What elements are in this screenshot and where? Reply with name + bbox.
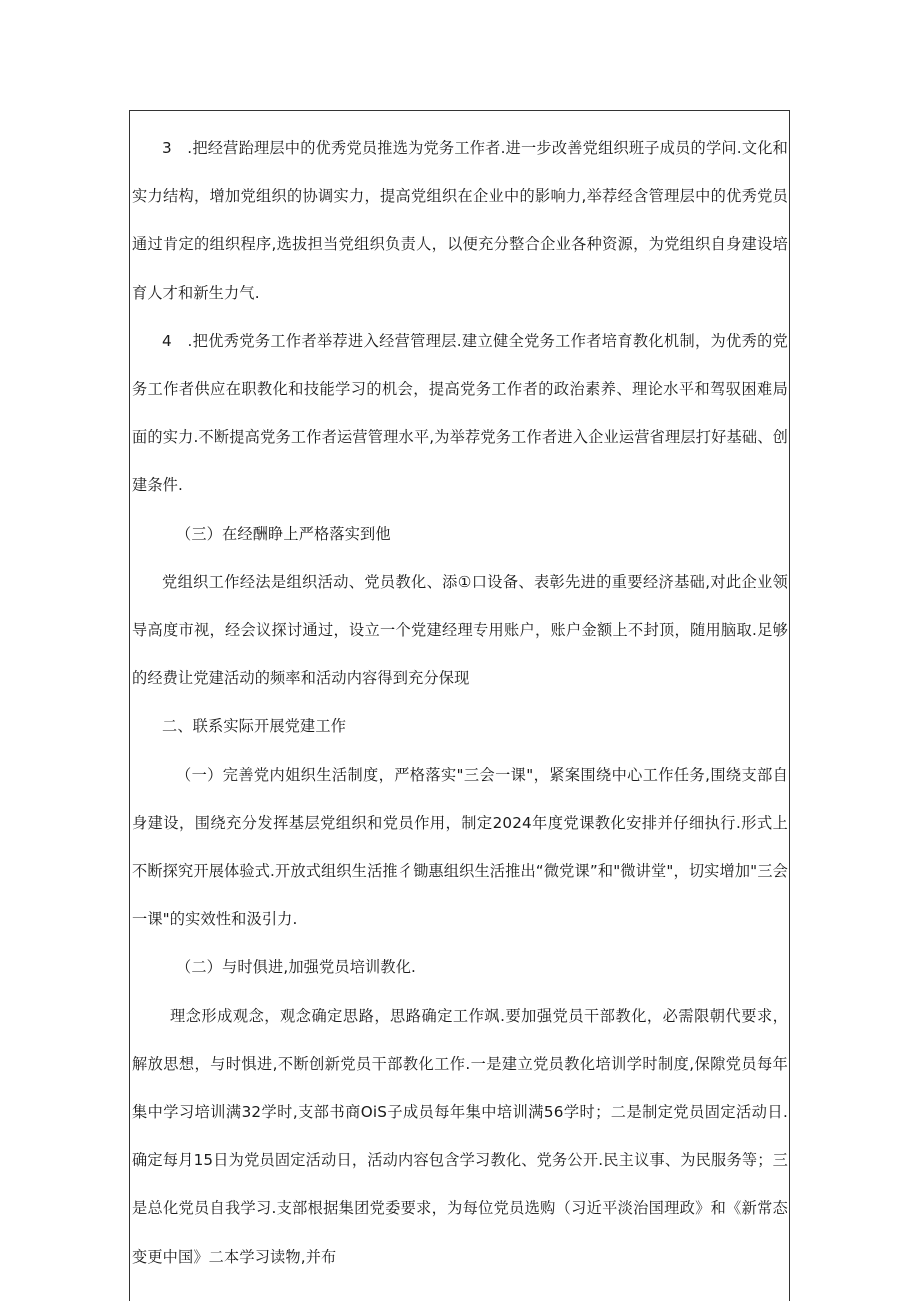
subheading-training: （二）与时俱进,加强党员培训教化.	[176, 958, 417, 977]
paragraph-funding: 党组织工作经法是组织活动、党员教化、添①口设备、表彰先进的重要经济基础,对此企业领导高度市视，经会议探讨通过，设立一个党建经理专用账户，账户金额上不封顶，随用脑取.足够的经费让党建活动的频率和活动内容得到充分保现	[132, 572, 788, 688]
paragraph-item-4: 4 .把优秀党务工作者举荐进入经营管理层.建立健全党务工作者培育教化机制，为优秀的党务工作者供应在职教化和技能学习的机会，提高党务工作者的政治素养、理论水平和驾驭困难局面的实力.不断提高党务工作者运营管理水平,为举荐党务工作者进入企业运营省理层打好基础、创建条件.	[132, 331, 788, 495]
paragraph-training: 理念形成观念，观念确定思路，思路确定工作飒.要加强党员干部教化，必需限朝代要求，解放思想，与时惧进,不断创新党员干部教化工作.一是建立党员教化培训学时制度,保隙党员每年集中学习培训满32学时,支部书商OiS子成员每年集中培训满56学时；二是制定党员固定活动日.确定每月15日为党员固定活动日，活动内容包含学习教化、党务公开.民主议事、为民服务等；三是总化党员自我学习.支部根据集团党委要求，为每位党员选购（习近平淡治国理政》和《新常态变更中国》二本学习读物,并布	[132, 1006, 788, 1266]
paragraph-org-life: （一）完善党内姐织生活制度，严格落实"三会一课"，紧案围绕中心工作任务,围绕支部自身建设，围绕充分发挥基层党组织和党员作用，制定2024年度党课教化安排并仔细执行.形式上不断探究开展体验式.开放式组织生活推彳锄惠组织生活推出“微党课”和"微讲堂"，切实增加"三会一课"的实效性和汲引力.	[132, 765, 788, 929]
document-body	[132, 124, 788, 1281]
section-heading-2: 二、联系实际开展党建工作	[162, 717, 347, 736]
paragraph-item-3: 3 .把经营跆理层中的优秀党员推选为党务工作者.进一步改善党组织班子成员的学问.文化和实力结构，增加党组织的协调实力，提高党组织在企业中的影响力,举荐经含管理层中的优秀党员通过肯定的组织程序,选拔担当党组织负责人，以便充分整合企业各种资源，为党组织自身建设培育人才和新生力气.	[132, 139, 788, 302]
subheading-funding: （三）在经酬睁上严格落实到他	[176, 524, 391, 543]
